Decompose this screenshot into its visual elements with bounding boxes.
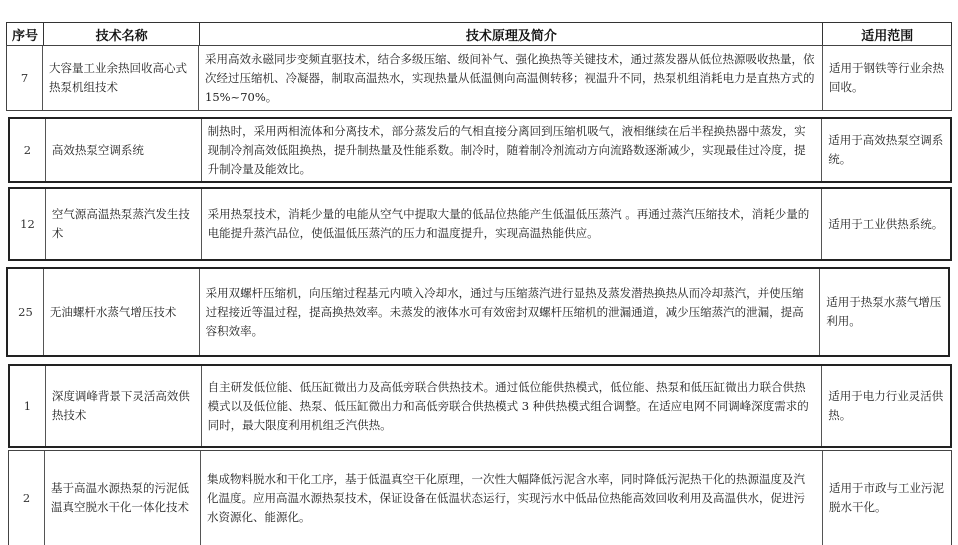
table-row [8,187,952,261]
technology-description: 集成物料脱水和干化工序，基于低温真空干化原理，一次性大幅降低污泥含水率，同时降低污泥热干化的热源温度及汽化温度。应用高温水源热泵技术，保证设备在低温状态运行，实现污水中低品位热能高效回收利用及高温供水，促进污水资源化、能源化。 [201,451,823,545]
technology-name: 基于高温水源热泵的污泥低温真空脱水干化一体化技术 [45,451,201,545]
technology-description: 自主研发低位能、低压缸微出力及高低旁联合供热技术。通过低位能供热模式，低位能、热泵和低压缸微出力联合供热模式以及低位能、热泵、低压缸微出力和高低旁联合供热模式 3 种供热模式组合调整。在适应电网不同调峰深度需求的同时，最大限度利用机组乏汽供热。 [202,366,823,446]
row-number: 25 [8,269,44,355]
technology-name: 高效热泵空调系统 [46,119,202,181]
table-header [6,22,952,46]
technology-name: 大容量工业余热回收高心式热泵机组技术 [43,46,199,110]
application-scope: 适用于钢铁等行业余热回收。 [829,61,944,94]
row-number: 7 [7,46,43,110]
technology-description: 采用双螺杆压缩机，向压缩过程基元内喷入冷却水，通过与压缩蒸汽进行显热及蒸发潜热换热从而冷却蒸汽，并使压缩过程接近等温过程，提高换热效率。未蒸发的液体水可有效密封双螺杆压缩机的泄漏通道，减少压缩蒸汽的泄漏，提高容积效率。 [200,269,821,355]
row-number: 12 [10,189,46,259]
row-number: 1 [10,366,46,446]
table-row [6,267,950,357]
application-scope: 适用于热泵水蒸气增压利用。 [826,295,942,328]
technology-description: 采用热泵技术，消耗少量的电能从空气中提取大量的低品位热能产生低温低压蒸汽 。再通过蒸汽压缩技术，消耗少量的电能提升蒸汽品位，使低温低压蒸汽的压力和温度提升，实现高温热能供应。 [202,189,823,259]
row-number: 2 [10,119,46,181]
header-desc: 技术原理及简介 [200,23,823,45]
table-row [8,117,952,183]
technology-description: 制热时，采用两相流体和分离技术，部分蒸发后的气相直接分离回到压缩机吸气，液相继续在后半程换热器中蒸发，实现制冷剂高效低阻换热，提升制热量及性能系数。制冷时，随着制冷剂流动方向流路数逐渐减少，实现最佳过冷度，提升制冷量及能效比。 [202,119,823,181]
header-name: 技术名称 [44,23,201,45]
application-scope: 适用于高效热泵空调系统。 [828,133,944,166]
technology-name: 空气源高温热泵蒸汽发生技术 [46,189,202,259]
header-no: 序号 [7,23,44,45]
table-row [6,45,952,111]
technology-name: 深度调峰背景下灵活高效供热技术 [46,366,202,446]
application-scope: 适用于工业供热系统。 [828,216,944,231]
header-scope: 适用范围 [861,28,914,44]
row-number: 2 [9,451,45,545]
table-row [8,364,952,448]
application-scope: 适用于市政与工业污泥脱水干化。 [829,481,944,514]
technology-name: 无油螺杆水蒸气增压技术 [44,269,200,355]
technology-description: 采用高效永磁同步变频直驱技术，结合多级压缩、级间补气、强化换热等关键技术，通过蒸发器从低位热源吸收热量，依次经过压缩机、冷凝器，制取高温热水，实现热量从低温侧向高温侧转移；视温升不同，热泵机组消耗电力是直热方式的 15%~70%。 [199,46,823,110]
table-row [8,450,952,545]
application-scope: 适用于电力行业灵活供热。 [828,389,944,422]
